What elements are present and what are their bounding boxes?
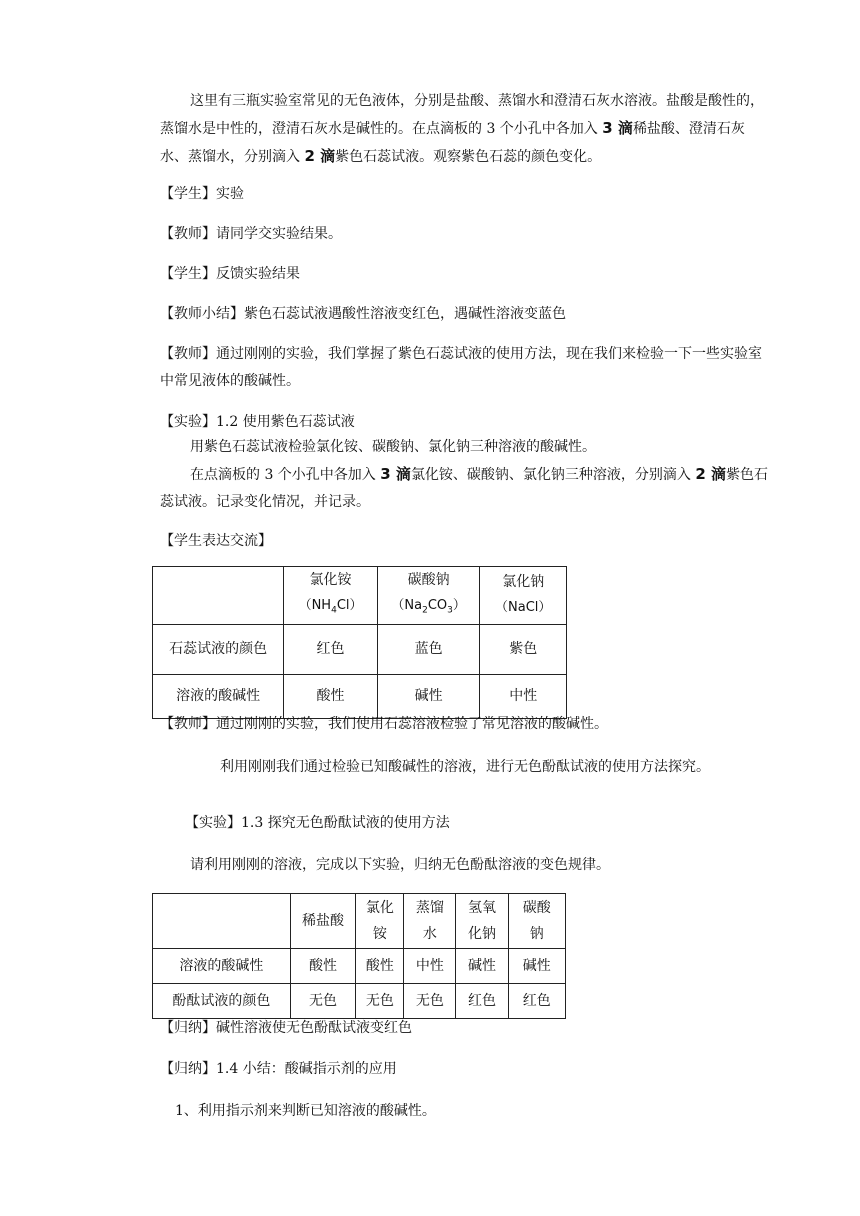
conclusion-line: 【归纳】碱性溶液使无色酚酞试液变红色 <box>160 1020 412 1036</box>
table-cell: 无色 <box>356 984 404 1019</box>
table-cell: 红色 <box>456 984 508 1019</box>
table-cell: 红色 <box>284 624 378 674</box>
table-cell: 酸性 <box>290 949 356 984</box>
student-experiment-line: 【学生】实验 <box>160 186 244 202</box>
experiment-1-3-heading: 【实验】1.3 探究无色酚酞试液的使用方法 <box>185 815 450 831</box>
experiment-1-2-paragraph: 在点滴板的 3 个小孔中各加入 3 滴氯化铵、碳酸钠、氯化钠三种溶液，分别滴入 2 滴紫色石蕊试液。记录变化情况，并记录。 <box>160 465 769 510</box>
table-cell: 酸性 <box>284 674 378 718</box>
bold-drops-3: 3 滴 <box>380 465 411 483</box>
bold-drops-2: 2 滴 <box>695 465 727 483</box>
table-cell: 紫色 <box>480 624 567 674</box>
table2-header-distilled-water: 蒸馏 水 <box>404 894 456 949</box>
bold-drops-2: 2 滴 <box>304 147 336 165</box>
table-cell: 无色 <box>290 984 356 1019</box>
table-cell: 碱性 <box>456 949 508 984</box>
table1-header-ammonium-chloride: 氯化铵 $(NH_4Cl)$ <box>284 567 378 625</box>
table-cell: 碱性 <box>377 674 480 718</box>
table2-corner-cell <box>153 894 291 949</box>
table-cell: 碱性 <box>508 949 565 984</box>
table1-header-sodium-chloride: 氯化钠 （NaCl） <box>480 567 567 625</box>
student-feedback-line: 【学生】反馈实验结果 <box>160 266 300 282</box>
summary-1-4-heading: 【归纳】1.4 小结：酸碱指示剂的应用 <box>160 1061 397 1077</box>
table-cell: 蓝色 <box>377 624 480 674</box>
table1-corner-cell <box>153 567 284 625</box>
table1-row-label-litmus-color: 石蕊试液的颜色 <box>153 624 284 674</box>
intro-paragraph: 这里有三瓶实验室常见的无色液体，分别是盐酸、蒸馏水和澄清石灰水溶液。盐酸是酸性的，蒸馏水是中性的，澄清石灰水是碱性的。在点滴板的 3 个小孔中各加入 3 滴稀盐酸、澄清石灰水、蒸馏水，分别滴入 2 滴紫色石蕊试液。观察紫色石蕊的颜色变化。 <box>160 93 764 165</box>
phenolphthalein-table <box>152 893 566 1019</box>
table-cell: 红色 <box>508 984 565 1019</box>
experiment-1-2-heading: 【实验】1.2 使用紫色石蕊试液 <box>160 414 355 430</box>
table-cell: 酸性 <box>356 949 404 984</box>
table-cell: 无色 <box>404 984 456 1019</box>
teacher-next-paragraph: 【教师】通过刚刚的实验，我们掌握了紫色石蕊试液的使用方法，现在我们来检验一下一些实验室中常见液体的酸碱性。 <box>160 346 762 389</box>
table2-header-sodium-hydroxide: 氢氧 化钠 <box>456 894 508 949</box>
table1-row-label-acidity: 溶液的酸碱性 <box>153 674 284 718</box>
teacher-ask-line: 【教师】请同学交实验结果。 <box>160 226 342 242</box>
table2-header-sodium-carbonate: 碳酸 钠 <box>508 894 565 949</box>
student-express-heading: 【学生表达交流】 <box>160 533 272 549</box>
experiment-1-2-line1: 用紫色石蕊试液检验氯化铵、碳酸钠、氯化钠三种溶液的酸碱性。 <box>190 439 596 455</box>
table2-header-dilute-hcl: 稀盐酸 <box>290 894 356 949</box>
table1-header-sodium-carbonate: 碳酸钠 $(Na_2CO_3)$ <box>377 567 480 625</box>
table-cell: 中性 <box>480 674 567 718</box>
use-solutions-line: 利用刚刚我们通过检验已知酸碱性的溶液，进行无色酚酞试液的使用方法探究。 <box>220 759 710 775</box>
litmus-results-table <box>152 566 567 719</box>
table2-header-ammonium-chloride: 氯化 铵 <box>356 894 404 949</box>
table2-row-label-phenolphthalein-color: 酚酞试液的颜色 <box>153 984 291 1019</box>
teacher-after-line: 【教师】通过刚刚的实验，我们使用石蕊溶液检验了常见溶液的酸碱性。 <box>160 716 608 732</box>
summary-item-1: 1、利用指示剂来判断已知溶液的酸碱性。 <box>175 1103 436 1119</box>
table2-row-label-acidity: 溶液的酸碱性 <box>153 949 291 984</box>
bold-drops-3: 3 滴 <box>602 119 633 137</box>
experiment-1-3-instruction: 请利用刚刚的溶液，完成以下实验，归纳无色酚酞溶液的变色规律。 <box>190 857 610 873</box>
table-cell: 中性 <box>404 949 456 984</box>
teacher-summary-line: 【教师小结】紫色石蕊试液遇酸性溶液变红色，遇碱性溶液变蓝色 <box>160 306 566 322</box>
